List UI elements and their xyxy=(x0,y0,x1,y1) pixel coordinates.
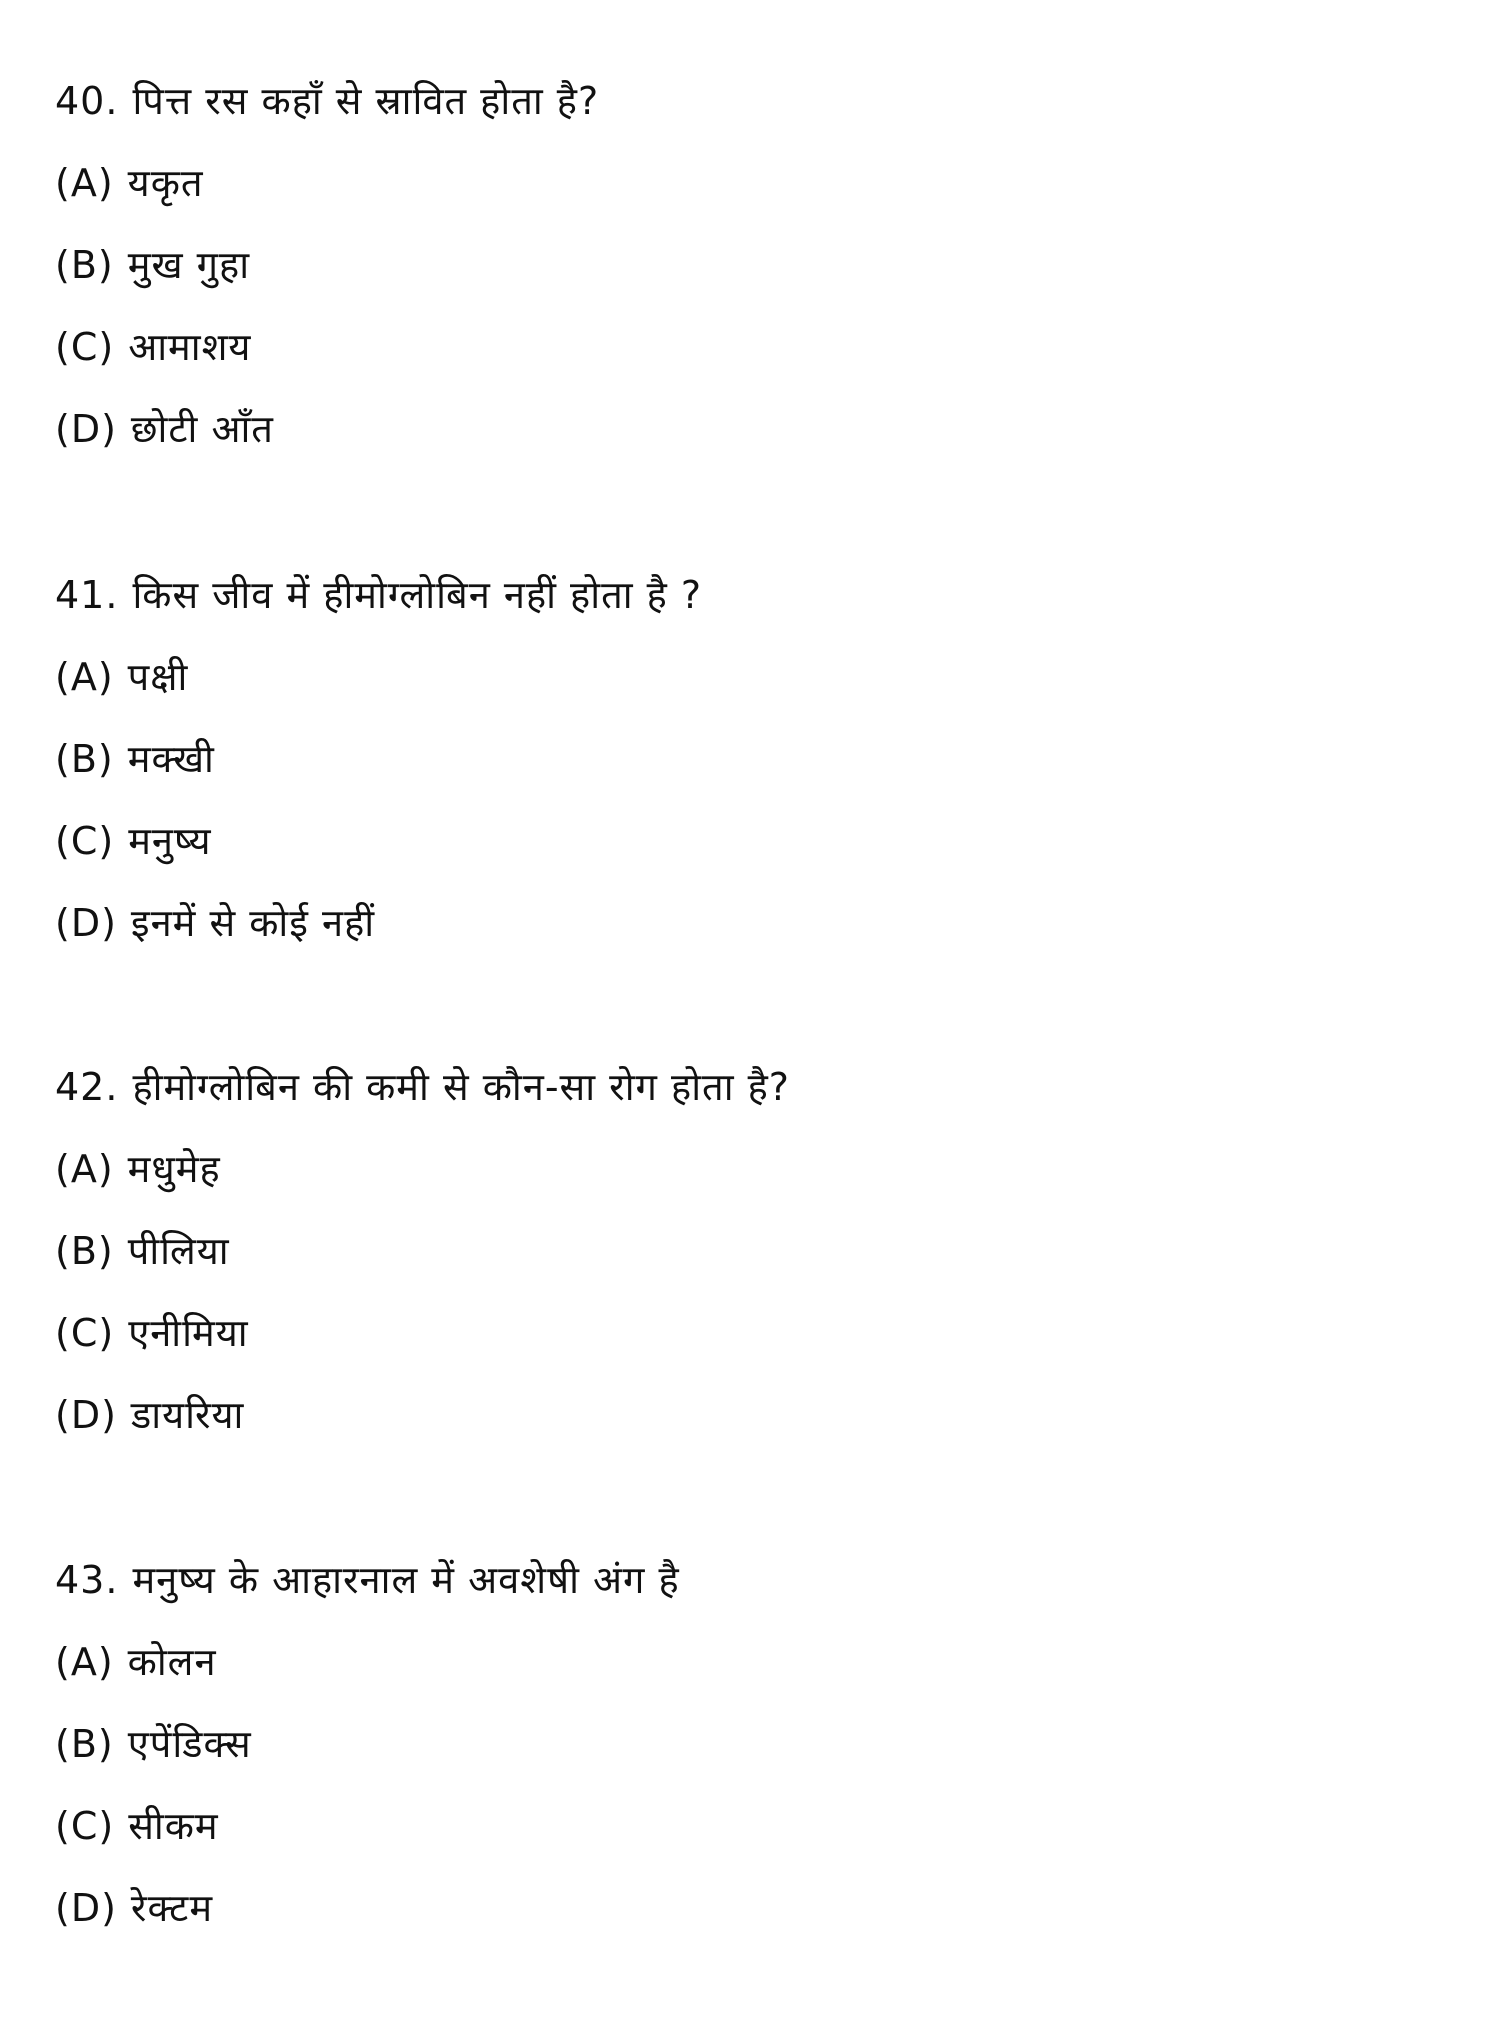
option-d xyxy=(55,898,375,948)
option-letter: (D) xyxy=(55,1393,117,1437)
option-letter: (D) xyxy=(55,407,117,451)
option-c xyxy=(55,1308,249,1358)
option-text: डायरिया xyxy=(130,1393,245,1437)
option-d xyxy=(55,404,274,454)
option-letter: (D) xyxy=(55,901,117,945)
question-number: 43. xyxy=(55,1558,119,1602)
option-letter: (A) xyxy=(55,161,114,205)
option-a xyxy=(55,158,204,208)
option-letter: (C) xyxy=(55,325,115,369)
option-letter: (D) xyxy=(55,1886,117,1930)
option-c xyxy=(55,322,251,372)
option-text: एनीमिया xyxy=(128,1311,249,1355)
question-text: हीमोग्लोबिन की कमी से कौन-सा रोग होता है? xyxy=(132,1065,790,1109)
question-text-line xyxy=(55,570,702,620)
question-text: किस जीव में हीमोग्लोबिन नहीं होता है ? xyxy=(132,573,703,617)
option-text: आमाशय xyxy=(128,325,252,369)
option-letter: (C) xyxy=(55,1311,115,1355)
option-letter: (C) xyxy=(55,819,115,863)
question-text: पित्त रस कहाँ से स्रावित होता है? xyxy=(132,79,600,123)
option-text: कोलन xyxy=(127,1640,217,1684)
option-a xyxy=(55,1637,217,1687)
option-letter: (C) xyxy=(55,1804,115,1848)
option-text: पीलिया xyxy=(127,1229,230,1273)
option-letter: (A) xyxy=(55,655,114,699)
option-letter: (B) xyxy=(55,1229,114,1273)
option-b xyxy=(55,734,215,784)
question-number: 42. xyxy=(55,1065,119,1109)
question-text: मनुष्य के आहारनाल में अवशेषी अंग है xyxy=(132,1558,680,1602)
question-text-line xyxy=(55,76,599,126)
question-number: 41. xyxy=(55,573,119,617)
option-d xyxy=(55,1390,244,1440)
option-c xyxy=(55,1801,219,1851)
option-text: मनुष्य xyxy=(128,819,212,863)
question-number: 40. xyxy=(55,79,119,123)
option-text: एपेंडिक्स xyxy=(127,1722,252,1766)
option-text: रेक्टम xyxy=(130,1886,214,1930)
question-text-line xyxy=(55,1062,790,1112)
option-a xyxy=(55,1144,221,1194)
option-text: पक्षी xyxy=(127,655,189,699)
option-letter: (A) xyxy=(55,1640,114,1684)
option-letter: (A) xyxy=(55,1147,114,1191)
option-b xyxy=(55,1719,252,1769)
option-text: छोटी आँत xyxy=(130,407,274,451)
option-a xyxy=(55,652,188,702)
option-letter: (B) xyxy=(55,1722,114,1766)
option-c xyxy=(55,816,212,866)
option-text: मुख गुहा xyxy=(127,243,251,287)
question-text-line xyxy=(55,1555,680,1605)
option-text: मक्खी xyxy=(127,737,215,781)
option-text: सीकम xyxy=(128,1804,219,1848)
option-b xyxy=(55,240,250,290)
option-text: मधुमेह xyxy=(127,1147,221,1191)
option-letter: (B) xyxy=(55,243,114,287)
option-text: यकृत xyxy=(127,161,204,205)
option-d xyxy=(55,1883,213,1933)
option-letter: (B) xyxy=(55,737,114,781)
option-b xyxy=(55,1226,230,1276)
option-text: इनमें से कोई नहीं xyxy=(130,901,376,945)
